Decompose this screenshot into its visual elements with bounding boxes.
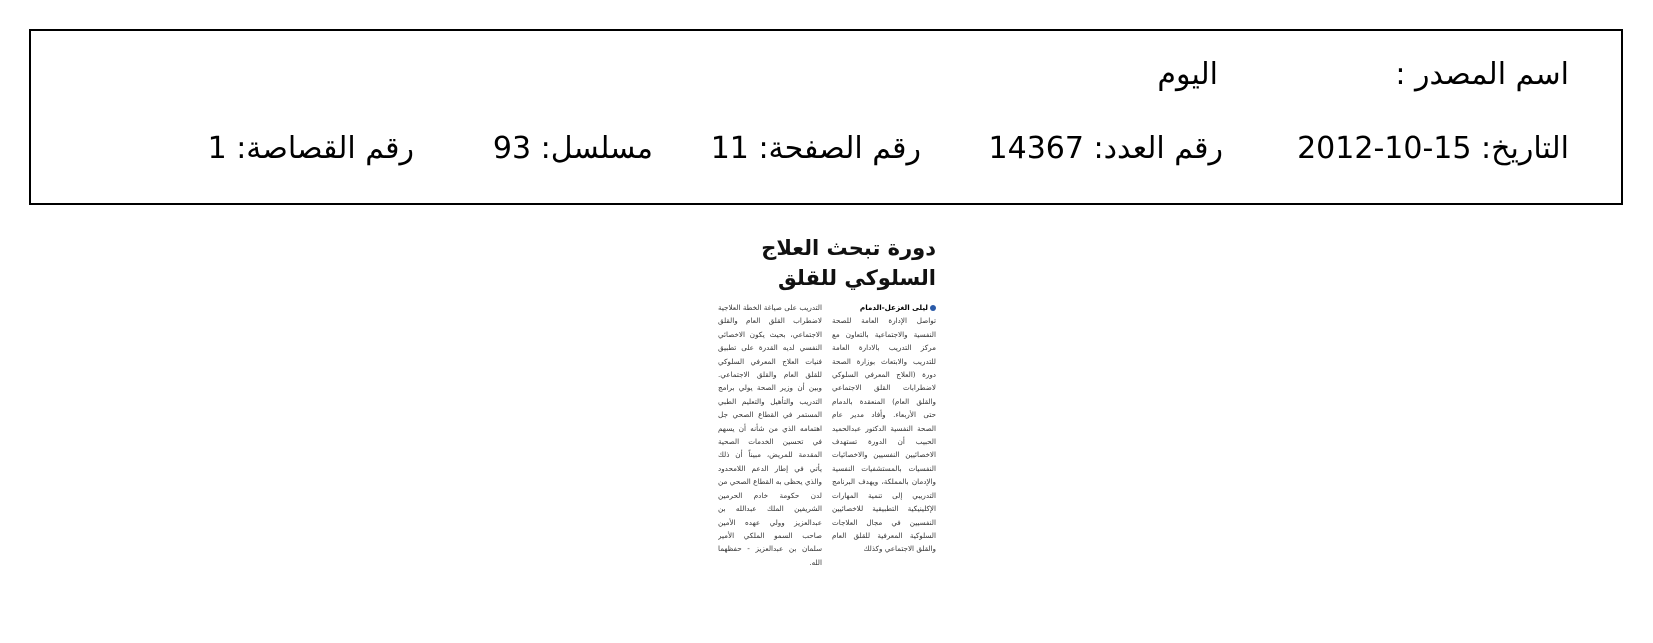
page-number-field: رقم الصفحة: 11 [710, 131, 921, 166]
issue-number-field: رقم العدد: 14367 [988, 131, 1223, 166]
newspaper-clipping [718, 233, 936, 625]
article-title-line-1: دورة تبحث العلاج [761, 236, 936, 260]
article-column-right [832, 301, 936, 625]
article-body [718, 301, 936, 625]
article-byline: ليلى الغزعل-الدمام [859, 303, 928, 312]
article-column-left-text: التدريب على صياغة الخطة العلاجية لاضطراب القلق العام والقلق الاجتماعي، بحيث يكون الاخصائي النفسي لديه القدرة على تطبيق فنيات العلاج المعرفي السلوكي للقلق العام والقلق الاجتماعي. وبين أن وزير الصحة يولي برامج التدريب والتأهيل والتعليم الطبي المستمر في القطاع الصحي جل اهتمامه الذي من شأنه أن يسهم في تحسين الخدمات الصحية المقدمة للمريض، مبيناً أن ذلك يأتي في إطار الدعم اللامحدود والذي يحظى به القطاع الصحي من لدن حكومة خادم الحرمين الشريفين الملك عبدالله بن عبدالعزيز وولي عهده الأمين صاحب السمو الملكي الأمير سلمان بن عبدالعزيز - حفظهما الله. [718, 303, 822, 567]
metadata-box [29, 29, 1623, 205]
article-title [718, 233, 936, 293]
serial-field: مسلسل: 93 [492, 131, 653, 166]
clip-number-field: رقم القصاصة: 1 [207, 131, 414, 166]
date-field: التاريخ: 15-10-2012 [1297, 131, 1569, 166]
source-label: اسم المصدر : [1395, 57, 1569, 92]
article-column-right-text: تواصل الإدارة العامة للصحة النفسية والاجتماعية بالتعاون مع مركز التدريب بالادارة العامة للتدريب والابتعاث بوزارة الصحة دورة (العلاج المعرفي السلوكي لاضطرابات القلق الاجتماعي والقلق العام) المنعقدة بالدمام حتى الأربعاء. وأفاد مدير عام الصحة النفسية الدكتور عبدالحميد الحبيب أن الدورة تستهدف الاخصائيين النفسيين والاخصائيات النفسيات بالمستشفيات النفسية والإدمان بالمملكة، ويهدف البرنامج التدريبي إلى تنمية المهارات الإكلينيكية التطبيقية للاخصائيين النفسيين في مجال العلاجات السلوكية المعرفية للقلق العام والقلق الاجتماعي وكذلك [832, 316, 936, 554]
source-value: اليوم [1157, 57, 1218, 92]
article-title-line-2: السلوكي للقلق [777, 266, 936, 290]
article-column-left [718, 301, 822, 625]
bullet-icon [930, 305, 936, 311]
